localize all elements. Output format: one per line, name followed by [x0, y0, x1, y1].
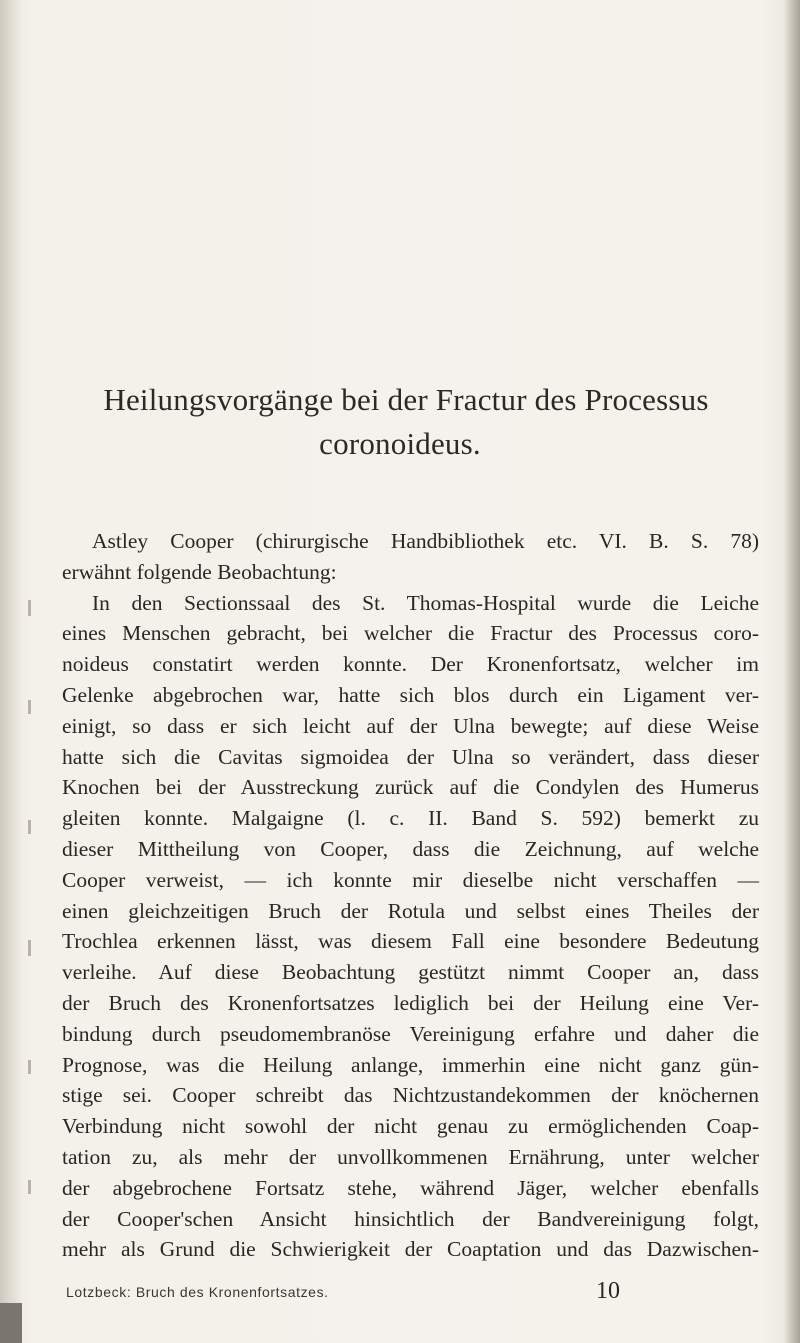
binding-mark [28, 1060, 31, 1074]
text-line: Trochlea erkennen lässt, was diesem Fall eine besondere Bedeutung [62, 929, 759, 954]
text-line: hatte sich die Cavitas sigmoidea der Ulna so verändert, dass dieser [62, 744, 759, 769]
text-line: Prognose, was die Heilung anlange, immerhin eine nicht ganz gün- [62, 1052, 759, 1077]
text-line: Gelenke abgebrochen war, hatte sich blos durch ein Ligament ver- [62, 682, 759, 707]
body-text [62, 526, 759, 1265]
text-line: bindung durch pseudomembranöse Vereinigung erfahre und daher die [62, 1021, 759, 1046]
text-line: dieser Mittheilung von Cooper, dass die Zeichnung, auf welche [62, 836, 759, 861]
text-line: tation zu, als mehr der unvollkommenen Ernährung, unter welcher [62, 1144, 759, 1169]
text-line: einigt, so dass er sich leicht auf der Ulna bewegte; auf diese Weise [62, 713, 759, 738]
text-line: eines Menschen gebracht, bei welcher die Fractur des Processus coro- [62, 621, 759, 646]
text-line: gleiten konnte. Malgaigne (l. c. II. Band S. 592) bemerkt zu [62, 806, 759, 831]
text-line: der abgebrochene Fortsatz stehe, während Jäger, welcher ebenfalls [62, 1175, 759, 1200]
scan-corner-mark [0, 1303, 22, 1343]
chapter-title-line-2: coronoideus. [319, 426, 481, 461]
binding-mark [28, 820, 31, 834]
binding-mark [28, 1180, 31, 1194]
binding-mark [28, 940, 31, 956]
text-line: der Bruch des Kronenfortsatzes lediglich bei der Heilung eine Ver- [62, 990, 759, 1015]
page-binding-shadow [0, 0, 22, 1343]
text-line: Astley Cooper (chirurgische Handbibliothek etc. VI. B. S. 78) [92, 529, 759, 553]
text-line: Cooper verweist, — ich konnte mir dieselbe nicht verschaffen — [62, 867, 759, 892]
binding-mark [28, 700, 31, 714]
running-head: Lotzbeck: Bruch des Kronenfortsatzes. [66, 1284, 329, 1300]
text-line: noideus constatirt werden konnte. Der Kronenfortsatz, welcher im [62, 652, 759, 677]
text-line: erwähnt folgende Beobachtung: [62, 559, 337, 584]
text-line: der Cooper'schen Ansicht hinsichtlich der Bandvereinigung folgt, [62, 1206, 759, 1231]
page-number: 10 [596, 1278, 620, 1304]
text-line: stige sei. Cooper schreibt das Nichtzustandekommen der knöchernen [62, 1083, 759, 1108]
page-footer [66, 1278, 756, 1308]
chapter-title-line-1: Heilungsvorgänge bei der Fractur des Processus [103, 382, 709, 417]
text-line: Verbindung nicht sowohl der nicht genau zu ermöglichenden Coap- [62, 1114, 759, 1139]
text-line: verleihe. Auf diese Beobachtung gestützt nimmt Cooper an, dass [62, 960, 759, 985]
page-edge-shadow [784, 0, 800, 1343]
text-line: einen gleichzeitigen Bruch der Rotula und selbst eines Theiles der [62, 898, 759, 923]
text-line: In den Sectionssaal des St. Thomas-Hospital wurde die Leiche [92, 590, 759, 615]
text-line: mehr als Grund die Schwierigkeit der Coaptation und das Dazwischen- [62, 1237, 759, 1262]
text-line: Knochen bei der Ausstreckung zurück auf die Condylen des Humerus [62, 775, 759, 800]
binding-mark [28, 600, 31, 616]
